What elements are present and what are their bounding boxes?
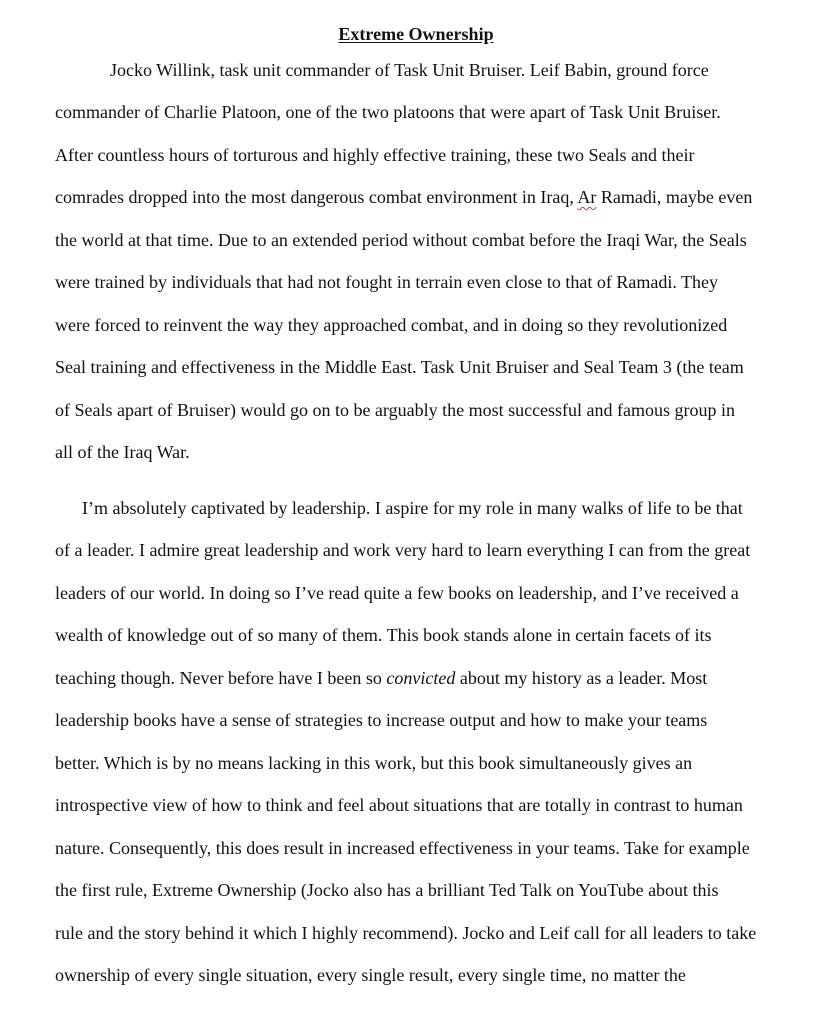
paragraph-1-line: commander of Charlie Platoon, one of the two platoons that were apart of Task Unit Bruiser.	[55, 102, 721, 122]
paragraph-1-line: Seal training and effectiveness in the Middle East. Task Unit Bruiser and Seal Team 3 (the team	[55, 357, 744, 377]
paragraph-2-line: introspective view of how to think and feel about situations that are totally in contrast to human	[55, 795, 743, 815]
paragraph-1-line: all of the Iraq War.	[55, 442, 190, 462]
paragraph-2-line: leaders of our world. In doing so I’ve read quite a few books on leadership, and I’ve received a	[55, 583, 739, 603]
text-run: about my history as a leader. Most	[455, 668, 708, 688]
text-run: Ramadi, maybe even	[596, 187, 753, 207]
paragraph-2-line	[55, 666, 707, 690]
paragraph-1-line	[55, 185, 752, 209]
paragraph-1-line: After countless hours of torturous and highly effective training, these two Seals and their	[55, 145, 695, 165]
paragraph-2-line: better. Which is by no means lacking in this work, but this book simultaneously gives an	[55, 753, 693, 773]
paragraph-2-line: ownership of every single situation, every single result, every single time, no matter the	[55, 965, 686, 985]
paragraph-1-line: of Seals apart of Bruiser) would go on to be arguably the most successful and famous group in	[55, 400, 736, 420]
text-run: comrades dropped into the most dangerous combat environment in Iraq,	[55, 187, 578, 207]
paragraph-2-line: of a leader. I admire great leadership and work very hard to learn everything I can from the great	[55, 540, 751, 560]
paragraph-1-line: the world at that time. Due to an extended period without combat before the Iraqi War, the Seals	[55, 230, 747, 250]
paragraph-1-line: were forced to reinvent the way they approached combat, and in doing so they revolutionized	[55, 315, 728, 335]
paragraph-2-line: rule and the story behind it which I highly recommend). Jocko and Leif call for all leaders to take	[55, 923, 757, 943]
italic-word: convicted	[386, 668, 456, 688]
paragraph-1-line: were trained by individuals that had not fought in terrain even close to that of Ramadi. They	[55, 272, 718, 292]
paragraph-2-line: leadership books have a sense of strategies to increase output and how to make your teams	[55, 710, 708, 730]
document-title: Extreme Ownership	[338, 24, 494, 44]
text-run: teaching though. Never before have I been so	[55, 668, 387, 688]
paragraph-2-line: the first rule, Extreme Ownership (Jocko also has a brilliant Ted Talk on YouTube about this	[55, 880, 719, 900]
spellcheck-flagged-word[interactable]: Ar	[577, 187, 597, 207]
paragraph-2-line: wealth of knowledge out of so many of them. This book stands alone in certain facets of its	[55, 625, 712, 645]
paragraph-2-line: I’m absolutely captivated by leadership. I aspire for my role in many walks of life to be that	[82, 498, 743, 518]
paragraph-1-line: Jocko Willink, task unit commander of Task Unit Bruiser. Leif Babin, ground force	[110, 60, 709, 80]
paragraph-2-line: nature. Consequently, this does result in increased effectiveness in your teams. Take for example	[55, 838, 750, 858]
